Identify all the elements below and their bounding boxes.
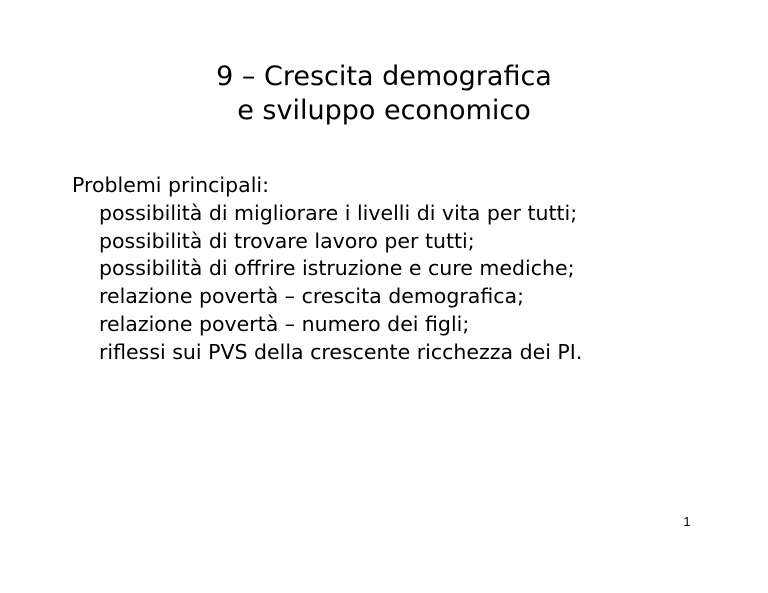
list-item: possibilità di trovare lavoro per tutti; — [99, 228, 475, 253]
list-item: relazione povertà – crescita demografica; — [99, 284, 524, 309]
slide-body — [72, 172, 582, 367]
problem-list — [72, 200, 582, 367]
slide-title — [0, 60, 768, 128]
list-item: possibilità di offrire istruzione e cure mediche; — [99, 256, 575, 281]
title-line-1: 9 – Crescita demografica — [216, 61, 552, 92]
list-item: possibilità di migliorare i livelli di vita per tutti; — [99, 200, 578, 225]
page-number: 1 — [683, 514, 691, 529]
title-line-2: e sviluppo economico — [237, 95, 531, 126]
list-item: relazione povertà – numero dei figli; — [99, 311, 470, 336]
list-item: riflessi sui PVS della crescente ricchezza dei PI. — [99, 339, 583, 364]
section-heading: Problemi principali: — [72, 173, 269, 197]
